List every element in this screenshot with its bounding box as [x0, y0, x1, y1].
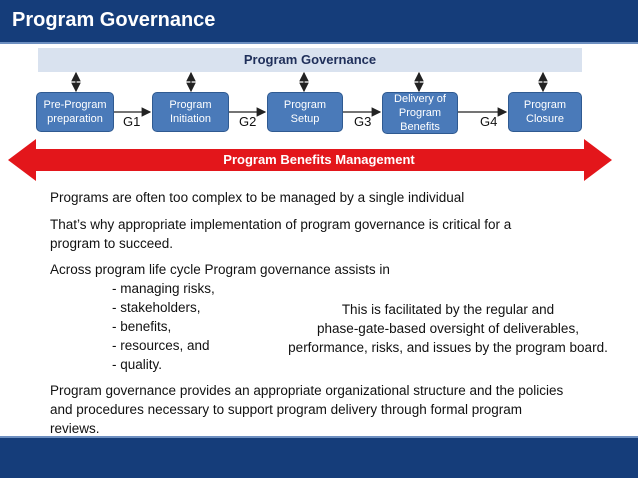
list-item: - managing risks,	[112, 279, 215, 298]
paragraph-2-line-1: That’s why appropriate implementation of program governance is critical for a	[50, 217, 512, 232]
paragraph-4-line-1: Program governance provides an appropriate organizational structure and the policies	[50, 383, 564, 398]
stage-closure: Program Closure	[508, 92, 582, 132]
gate-label-2: G2	[239, 114, 257, 129]
list-item: - benefits,	[112, 317, 215, 336]
stage-delivery: Delivery of Program Benefits	[382, 92, 458, 134]
benefit-list	[112, 279, 215, 374]
list-item: - stakeholders,	[112, 298, 215, 317]
paragraph-1: Programs are often too complex to be managed by a single individual	[50, 190, 465, 205]
stage-setup: Program Setup	[267, 92, 343, 132]
paragraph-4-line-3: reviews.	[50, 421, 100, 436]
paragraph-4-line-2: and procedures necessary to support program delivery through formal program	[50, 402, 522, 417]
benefits-label: Program Benefits Management	[223, 152, 415, 167]
oversight-note: This is facilitated by the regular and phase-gate-based oversight of deliverables, performance, risks, and issues by the program board.	[288, 302, 608, 355]
stage-pre-program: Pre-Program preparation	[36, 92, 114, 132]
gate-label-4: G4	[480, 114, 498, 129]
slide-title: Program Governance	[12, 9, 216, 31]
gate-label-1: G1	[123, 114, 141, 129]
paragraph-2-line-2: program to succeed.	[50, 236, 174, 251]
stage-initiation: Program Initiation	[152, 92, 229, 132]
footer-bar	[0, 436, 638, 478]
governance-band: Program Governance	[38, 48, 582, 72]
list-item: - quality.	[112, 355, 215, 374]
gate-label-3: G3	[354, 114, 372, 129]
paragraph-3: Across program life cycle Program governance assists in	[50, 262, 390, 277]
list-item: - resources, and	[112, 336, 215, 355]
